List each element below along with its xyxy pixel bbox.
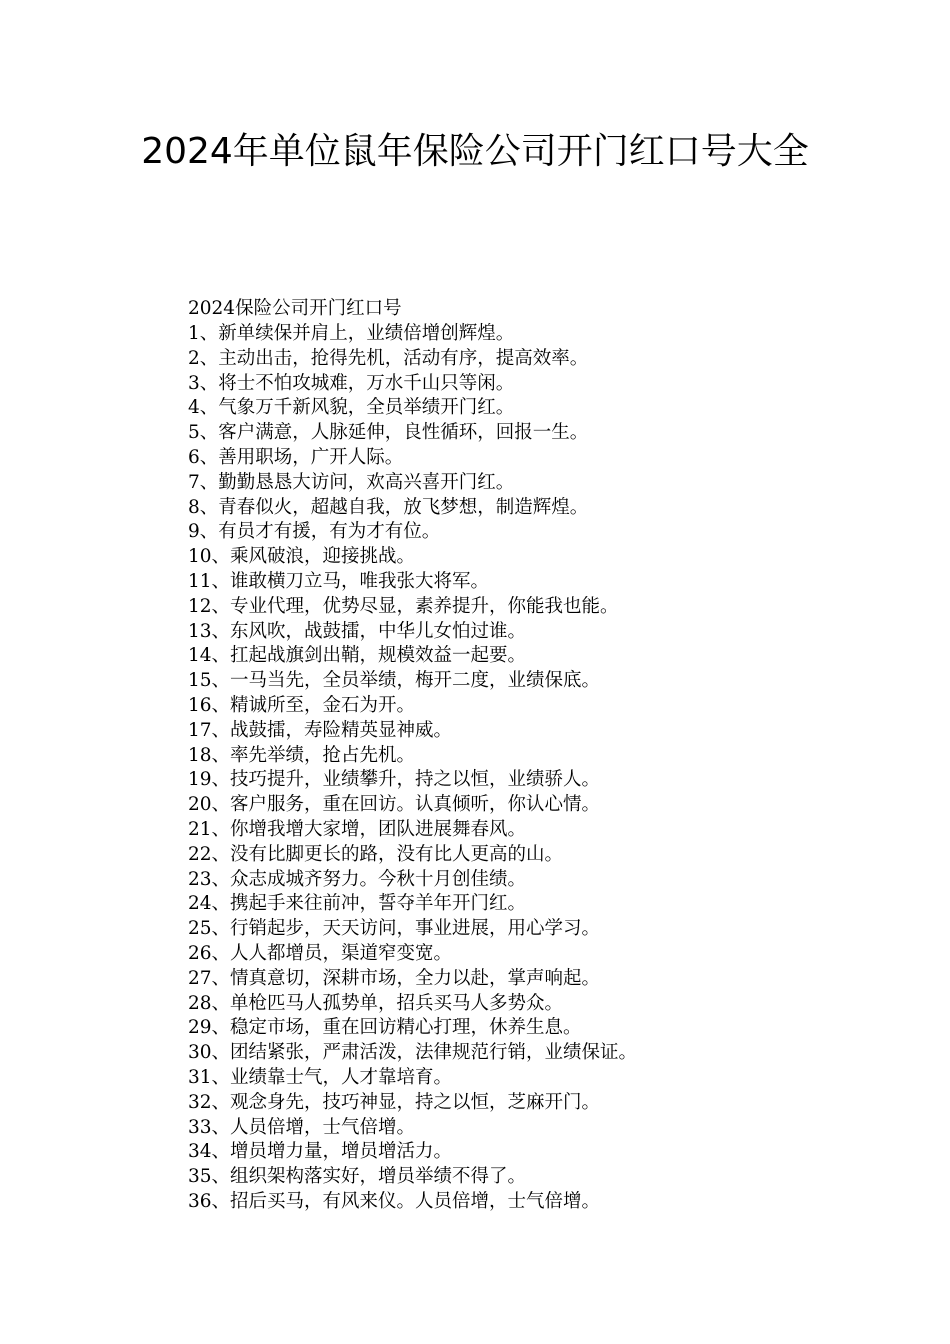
- list-item: 7、勤勤恳恳大访问，欢高兴喜开门红。: [188, 471, 515, 493]
- list-item: 15、一马当先，全员举绩，梅开二度，业绩保底。: [188, 670, 601, 692]
- document-title: 2024年单位鼠年保险公司开门红口号大全: [141, 131, 809, 172]
- list-item: 36、招后买马，有风来仪。人员倍增，士气倍增。: [188, 1190, 601, 1212]
- list-item: 24、携起手来往前冲，誓夺羊年开门红。: [188, 893, 527, 915]
- section-heading: 2024保险公司开门红口号: [188, 298, 402, 319]
- list-item: 20、客户服务，重在回访。认真倾听，你认心情。: [188, 794, 601, 816]
- list-item: 6、善用职场，广开人际。: [188, 446, 404, 468]
- list-item: 18、率先举绩，抢占先机。: [188, 744, 416, 766]
- list-item: 12、专业代理，优势尽显，素养提升，你能我也能。: [188, 595, 619, 617]
- list-item: 30、团结紧张，严肃活泼，法律规范行销，业绩保证。: [188, 1042, 638, 1064]
- list-item: 11、谁敢横刀立马，唯我张大将军。: [188, 570, 490, 592]
- list-item: 14、扛起战旗剑出鞘，规模效益一起要。: [188, 645, 527, 667]
- list-item: 17、战鼓擂，寿险精英显神威。: [188, 719, 453, 741]
- list-item: 35、组织架构落实好，增员举绩不得了。: [188, 1166, 527, 1188]
- list-item: 26、人人都增员，渠道窄变宽。: [188, 942, 453, 964]
- list-item: 10、乘风破浪，迎接挑战。: [188, 546, 416, 568]
- list-item: 2、主动出击，抢得先机，活动有序，提高效率。: [188, 347, 589, 369]
- list-item: 31、业绩靠士气，人才靠培育。: [188, 1066, 453, 1088]
- list-item: 34、增员增力量，增员增活力。: [188, 1141, 453, 1163]
- list-item: 33、人员倍增，士气倍增。: [188, 1116, 416, 1138]
- list-item: 28、单枪匹马人孤势单，招兵买马人多势众。: [188, 992, 564, 1014]
- slogan-list: [188, 322, 637, 1215]
- list-item: 27、情真意切，深耕市场，全力以赴，掌声响起。: [188, 967, 601, 989]
- list-item: 16、精诚所至，金石为开。: [188, 694, 416, 716]
- list-item: 25、行销起步，天天访问，事业进展，用心学习。: [188, 918, 601, 940]
- list-item: 8、青春似火，超越自我，放飞梦想，制造辉煌。: [188, 496, 589, 518]
- list-item: 22、没有比脚更长的路，没有比人更高的山。: [188, 843, 564, 865]
- list-item: 19、技巧提升，业绩攀升，持之以恒，业绩骄人。: [188, 769, 601, 791]
- list-item: 23、众志成城齐努力。今秋十月创佳绩。: [188, 868, 527, 890]
- list-item: 3、将士不怕攻城难，万水千山只等闲。: [188, 372, 515, 394]
- list-item: 21、你增我增大家增，团队进展舞春风。: [188, 818, 527, 840]
- list-item: 4、气象万千新风貌，全员举绩开门红。: [188, 397, 515, 419]
- list-item: 1、新单续保并肩上，业绩倍增创辉煌。: [188, 323, 515, 344]
- list-item: 5、客户满意，人脉延伸，良性循环，回报一生。: [188, 422, 589, 444]
- list-item: 32、观念身先，技巧神显，持之以恒，芝麻开门。: [188, 1091, 601, 1113]
- list-item: 9、有员才有援，有为才有位。: [188, 521, 441, 543]
- list-item: 13、东风吹，战鼓擂，中华儿女怕过谁。: [188, 620, 527, 642]
- list-item: 29、稳定市场，重在回访精心打理，休养生息。: [188, 1017, 582, 1039]
